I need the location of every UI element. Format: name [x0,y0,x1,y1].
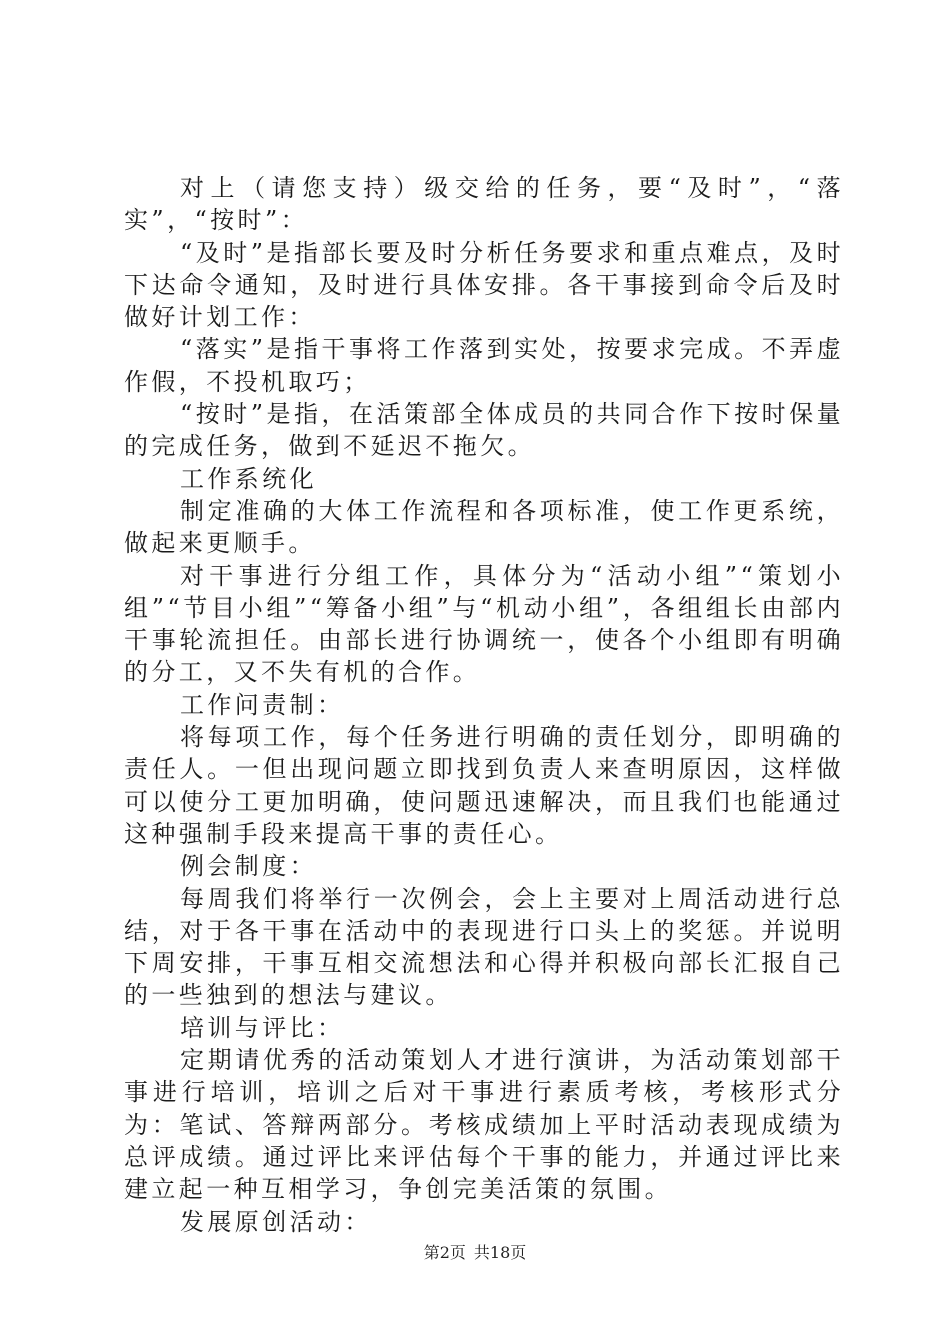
paragraph-groups: 对干事进行分组工作，具体分为“活动小组”“策划小组”“节目小组”“筹备小组”与“机动小组”，各组组长由部内干事轮流担任。由部长进行协调统一，使各个小组即有明确的分工，又不失有机的合作。 [124,561,844,687]
heading-weekly-meeting: 例会制度： [180,852,317,881]
paragraph-implement: “落实”是指干事将工作落到实处，按要求完成。不弄虚作假，不投机取巧； [124,335,844,396]
page-total: 共18页 [473,1243,527,1262]
paragraph-accountability: 将每项工作，每个任务进行明确的责任划分，即明确的责任人。一但出现问题立即找到负责人来查明原因，这样做可以使分工更加明确，使问题迅速解决，而且我们也能通过这种强制手段来提高干事的责任心。 [124,723,844,848]
page-number: 第2页 [423,1243,466,1262]
heading-systematization: 工作系统化 [180,464,317,493]
heading-original-activities: 发展原创活动： [180,1207,372,1236]
paragraph-timely: “及时”是指部长要及时分析任务要求和重点难点，及时下达命令通知，及时进行具体安排。各干事接到命令后及时做好计划工作： [124,238,844,332]
heading-accountability: 工作问责制： [180,690,345,719]
heading-training: 培训与评比： [180,1013,345,1042]
paragraph-workflow: 制定准确的大体工作流程和各项标准，使工作更系统，做起来更顺手。 [124,496,844,558]
page-footer [0,1243,950,1263]
paragraph-on-time: “按时”是指，在活策部全体成员的共同合作下按时保量的完成任务，做到不延迟不拖欠。 [124,400,844,461]
document-body [124,172,844,1238]
paragraph-task-requirements: 对上（请您支持）级交给的任务，要“及时”，“落实”，“按时”： [124,174,844,235]
paragraph-weekly-meeting: 每周我们将举行一次例会，会上主要对上周活动进行总结，对于各干事在活动中的表现进行口头上的奖惩。并说明下周安排，干事互相交流想法和心得并积极向部长汇报自己的一些独到的想法与建议。 [124,884,844,1010]
paragraph-training: 定期请优秀的活动策划人才进行演讲，为活动策划部干事进行培训，培训之后对干事进行素质考核，考核形式分为：笔试、答辩两部分。考核成绩加上平时活动表现成绩为总评成绩。通过评比来评估每个干事的能力，并通过评比来建立起一种互相学习，争创完美活策的氛围。 [124,1046,844,1204]
